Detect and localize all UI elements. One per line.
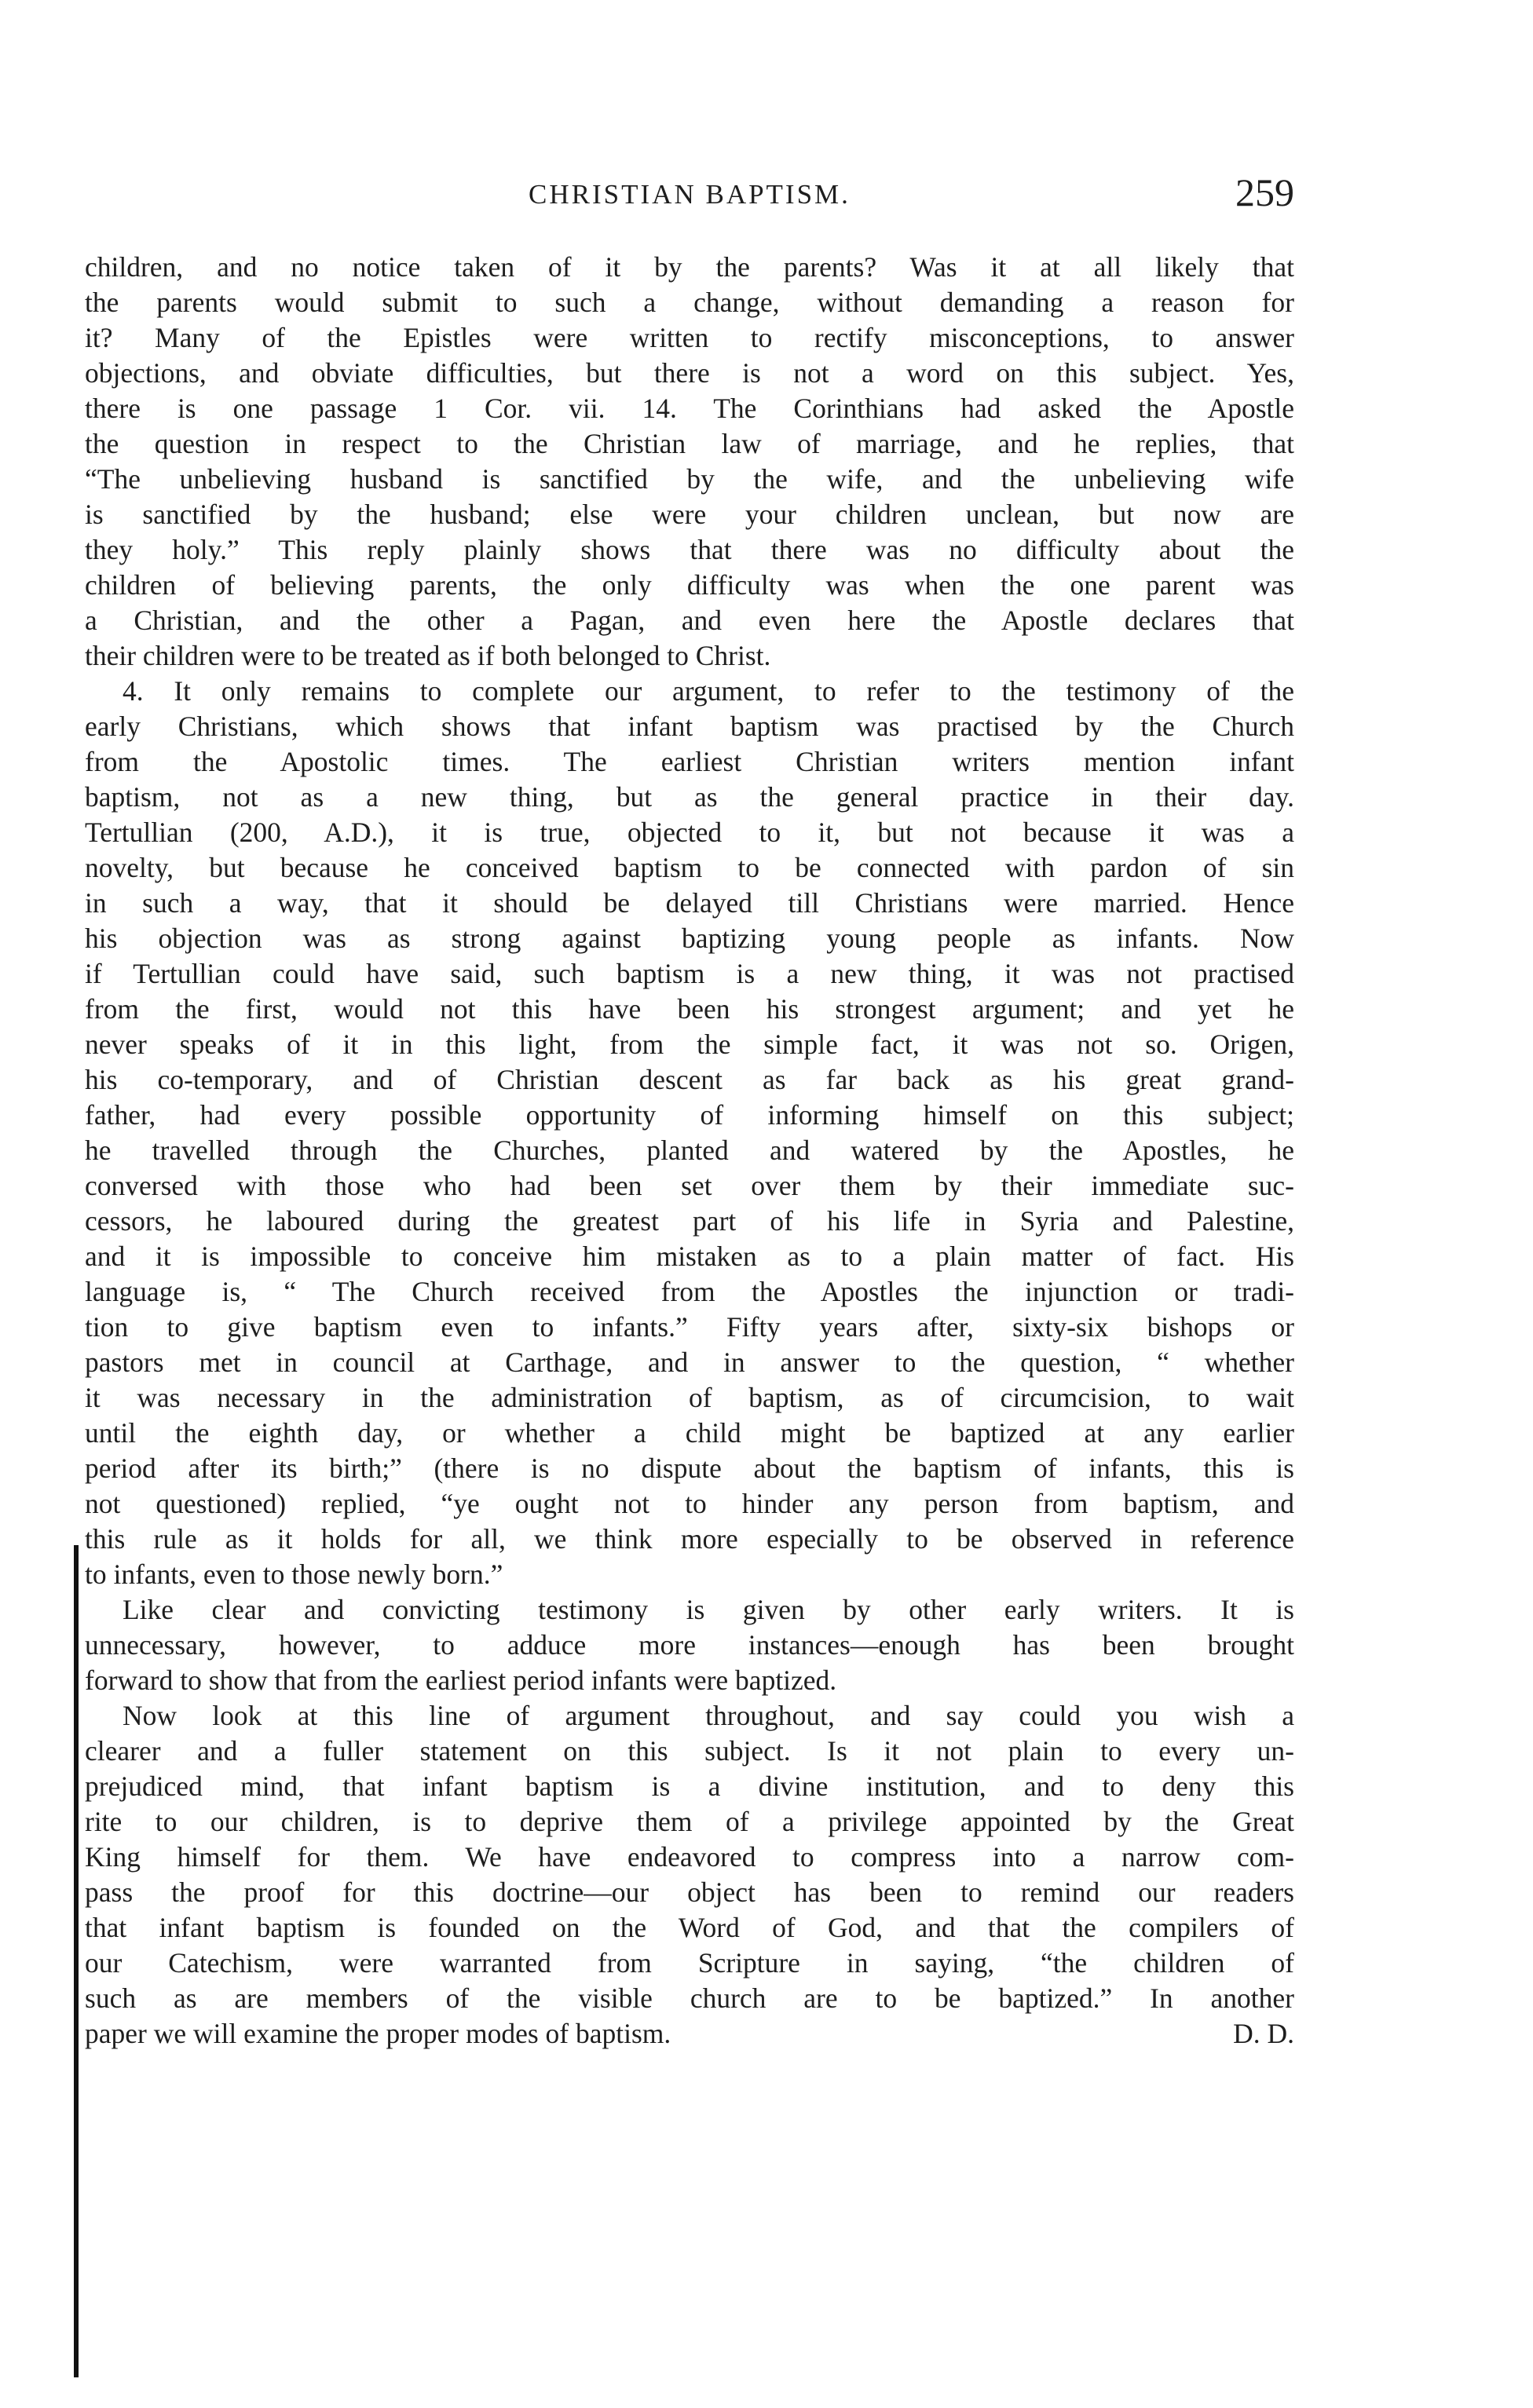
text-line: rite to our children, is to deprive them of a privilege appointed by the Great xyxy=(85,1806,1294,1837)
text-line: clearer and a fuller statement on this subject. Is it not plain to every un- xyxy=(85,1735,1294,1767)
text-line: this rule as it holds for all, we think more especially to be observed in reference xyxy=(85,1523,1294,1555)
text-line: is sanctified by the husband; else were your children unclean, but now are xyxy=(85,499,1294,530)
text-line: unnecessary, however, to adduce more instances—enough has been brought xyxy=(85,1629,1294,1661)
text-line: language is, “ The Church received from the Apostles the injunction or tradi- xyxy=(85,1276,1294,1307)
text-line: never speaks of it in this light, from the simple fact, it was not so. Origen, xyxy=(85,1029,1294,1060)
text-line: such as are members of the visible church are to be baptized.” In another xyxy=(85,1982,1294,2014)
text-line: early Christians, which shows that infant baptism was practised by the Church xyxy=(85,711,1294,742)
text-line: children of believing parents, the only difficulty was when the one parent was xyxy=(85,569,1294,601)
text-line: children, and no notice taken of it by the parents? Was it at all likely that xyxy=(85,251,1294,283)
text-line: there is one passage 1 Cor. vii. 14. The Corinthians had asked the Apostle xyxy=(85,393,1294,424)
body-text xyxy=(85,250,1294,2052)
text-line: if Tertullian could have said, such baptism is a new thing, it was not practised xyxy=(85,958,1294,989)
text-line: in such a way, that it should be delayed till Christians were married. Hence xyxy=(85,887,1294,919)
text-line: Now look at this line of argument throughout, and say could you wish a xyxy=(123,1700,1294,1731)
text-line: not questioned) replied, “ye ought not to hinder any person from baptism, and xyxy=(85,1488,1294,1519)
text-line: forward to show that from the earliest period infants were baptized. xyxy=(85,1664,837,1696)
margin-rule xyxy=(74,1545,79,2377)
text-line: their children were to be treated as if both belonged to Christ. xyxy=(85,640,771,671)
text-line: and it is impossible to conceive him mistaken as to a plain matter of fact. His xyxy=(85,1241,1294,1272)
text-line: until the eighth day, or whether a child might be baptized at any earlier xyxy=(85,1417,1294,1449)
text-line: pass the proof for this doctrine—our object has been to remind our readers xyxy=(85,1876,1294,1908)
text-line: period after its birth;” (there is no dispute about the baptism of infants, this is xyxy=(85,1452,1294,1484)
text-line: the parents would submit to such a change, without demanding a reason for xyxy=(85,287,1294,318)
text-line: from the Apostolic times. The earliest Christian writers mention infant xyxy=(85,746,1294,777)
text-line: cessors, he laboured during the greatest part of his life in Syria and Palestine, xyxy=(85,1205,1294,1237)
text-line: novelty, but because he conceived baptism to be connected with pardon of sin xyxy=(85,852,1294,883)
text-line: father, had every possible opportunity of informing himself on this subject; xyxy=(85,1099,1294,1131)
text-line: they holy.” This reply plainly shows that there was no difficulty about the xyxy=(85,534,1294,565)
closing-text: paper we will examine the proper modes of baptism. xyxy=(85,2018,671,2049)
text-line: tion to give baptism even to infants.” Fifty years after, sixty-six bishops or xyxy=(85,1311,1294,1343)
author-signature: D. D. xyxy=(1233,2018,1294,2049)
text-line: that infant baptism is founded on the Word of God, and that the compilers of xyxy=(85,1912,1294,1943)
running-title: CHRISTIAN BAPTISM. xyxy=(529,179,851,210)
text-line: “The unbelieving husband is sanctified by the wife, and the unbelieving wife xyxy=(85,463,1294,495)
text-line: Tertullian (200, A.D.), it is true, objected to it, but not because it was a xyxy=(85,817,1294,848)
text-line: conversed with those who had been set over them by their immediate suc- xyxy=(85,1170,1294,1201)
text-line: the question in respect to the Christian law of marriage, and he replies, that xyxy=(85,428,1294,459)
text-line: baptism, not as a new thing, but as the general practice in their day. xyxy=(85,781,1294,813)
text-line: he travelled through the Churches, planted and watered by the Apostles, he xyxy=(85,1135,1294,1166)
text-line: his objection was as strong against baptizing young people as infants. Now xyxy=(85,923,1294,954)
text-line: prejudiced mind, that infant baptism is a divine institution, and to deny this xyxy=(85,1770,1294,1802)
text-line: our Catechism, were warranted from Scripture in saying, “the children of xyxy=(85,1947,1294,1979)
page-number: 259 xyxy=(1235,170,1294,214)
text-line: Like clear and convicting testimony is given by other early writers. It is xyxy=(123,1594,1294,1625)
text-line: objections, and obviate difficulties, but there is not a word on this subject. Yes, xyxy=(85,357,1294,389)
text-line: a Christian, and the other a Pagan, and even here the Apostle declares that xyxy=(85,605,1294,636)
text-line: it? Many of the Epistles were written to rectify misconceptions, to answer xyxy=(85,322,1294,353)
text-line: his co-temporary, and of Christian descent as far back as his great grand- xyxy=(85,1064,1294,1095)
text-line: 4. It only remains to complete our argument, to refer to the testimony of the xyxy=(123,675,1294,707)
text-line: to infants, even to those newly born.” xyxy=(85,1558,503,1590)
text-line: it was necessary in the administration of baptism, as of circumcision, to wait xyxy=(85,1382,1294,1413)
closing-line xyxy=(85,2016,1294,2052)
text-line: from the first, would not this have been his strongest argument; and yet he xyxy=(85,993,1294,1025)
text-line: pastors met in council at Carthage, and in answer to the question, “ whether xyxy=(85,1347,1294,1378)
text-line: King himself for them. We have endeavored to compress into a narrow com- xyxy=(85,1841,1294,1873)
running-head xyxy=(85,170,1294,220)
